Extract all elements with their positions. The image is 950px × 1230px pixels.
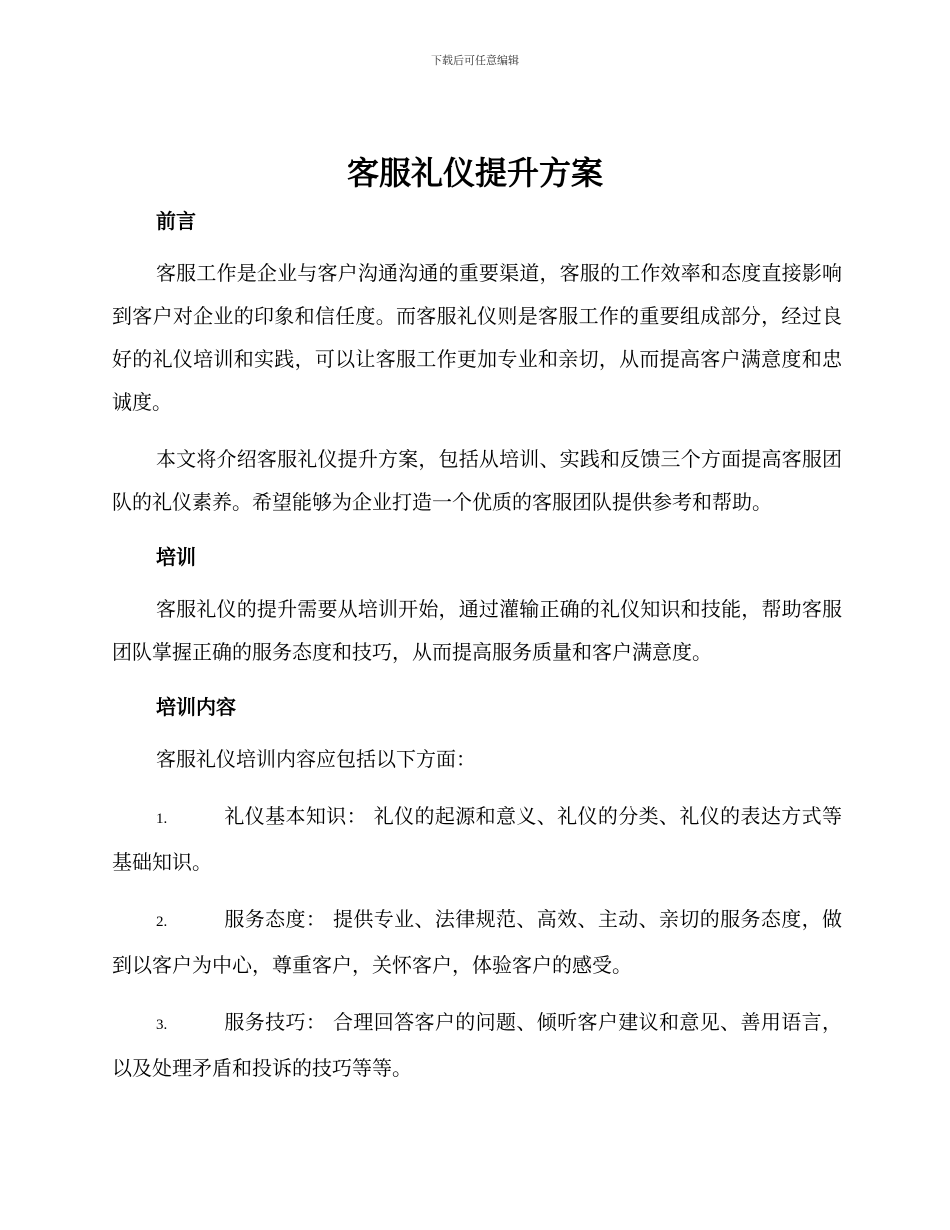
list-item-number: 1. — [156, 811, 168, 827]
training-content-intro: 客服礼仪培训内容应包括以下方面： — [156, 747, 476, 771]
heading-preface: 前言 — [156, 209, 196, 233]
page-header: 下载后可任意编辑 — [431, 54, 519, 67]
document-body — [112, 202, 842, 1090]
document-title: 客服礼仪提升方案 — [346, 154, 603, 192]
heading-training: 培训 — [156, 545, 196, 569]
training-paragraph: 客服礼仪的提升需要从培训开始，通过灌输正确的礼仪知识和技能，帮助客服团队掌握正确的服务态度和技巧，从而提高服务质量和客户满意度。 — [112, 597, 842, 664]
list-item — [112, 898, 842, 987]
list-item-number: 3. — [156, 1017, 168, 1033]
list-item-number: 2. — [156, 914, 168, 930]
list-item-text: 礼仪基本知识： 礼仪的起源和意义、礼仪的分类、礼仪的表达方式等基础知识。 — [112, 804, 842, 874]
list-item-text: 服务态度： 提供专业、法律规范、高效、主动、亲切的服务态度，做到以客户为中心，尊重客户，关怀客户，体验客户的感受。 — [112, 907, 842, 977]
list-item — [112, 795, 842, 884]
list-item — [112, 1001, 842, 1090]
preface-paragraph-1: 客服工作是企业与客户沟通沟通的重要渠道，客服的工作效率和态度直接影响到客户对企业的印象和信任度。而客服礼仪则是客服工作的重要组成部分，经过良好的礼仪培训和实践，可以让客服工作更加专业和亲切，从而提高客户满意度和忠诚度。 — [112, 261, 842, 414]
heading-training-content: 培训内容 — [156, 695, 236, 719]
preface-paragraph-2: 本文将介绍客服礼仪提升方案，包括从培训、实践和反馈三个方面提高客服团队的礼仪素养。希望能够为企业打造一个优质的客服团队提供参考和帮助。 — [112, 447, 842, 514]
list-item-text: 服务技巧： 合理回答客户的问题、倾听客户建议和意见、善用语言，以及处理矛盾和投诉的技巧等等。 — [112, 1010, 842, 1080]
